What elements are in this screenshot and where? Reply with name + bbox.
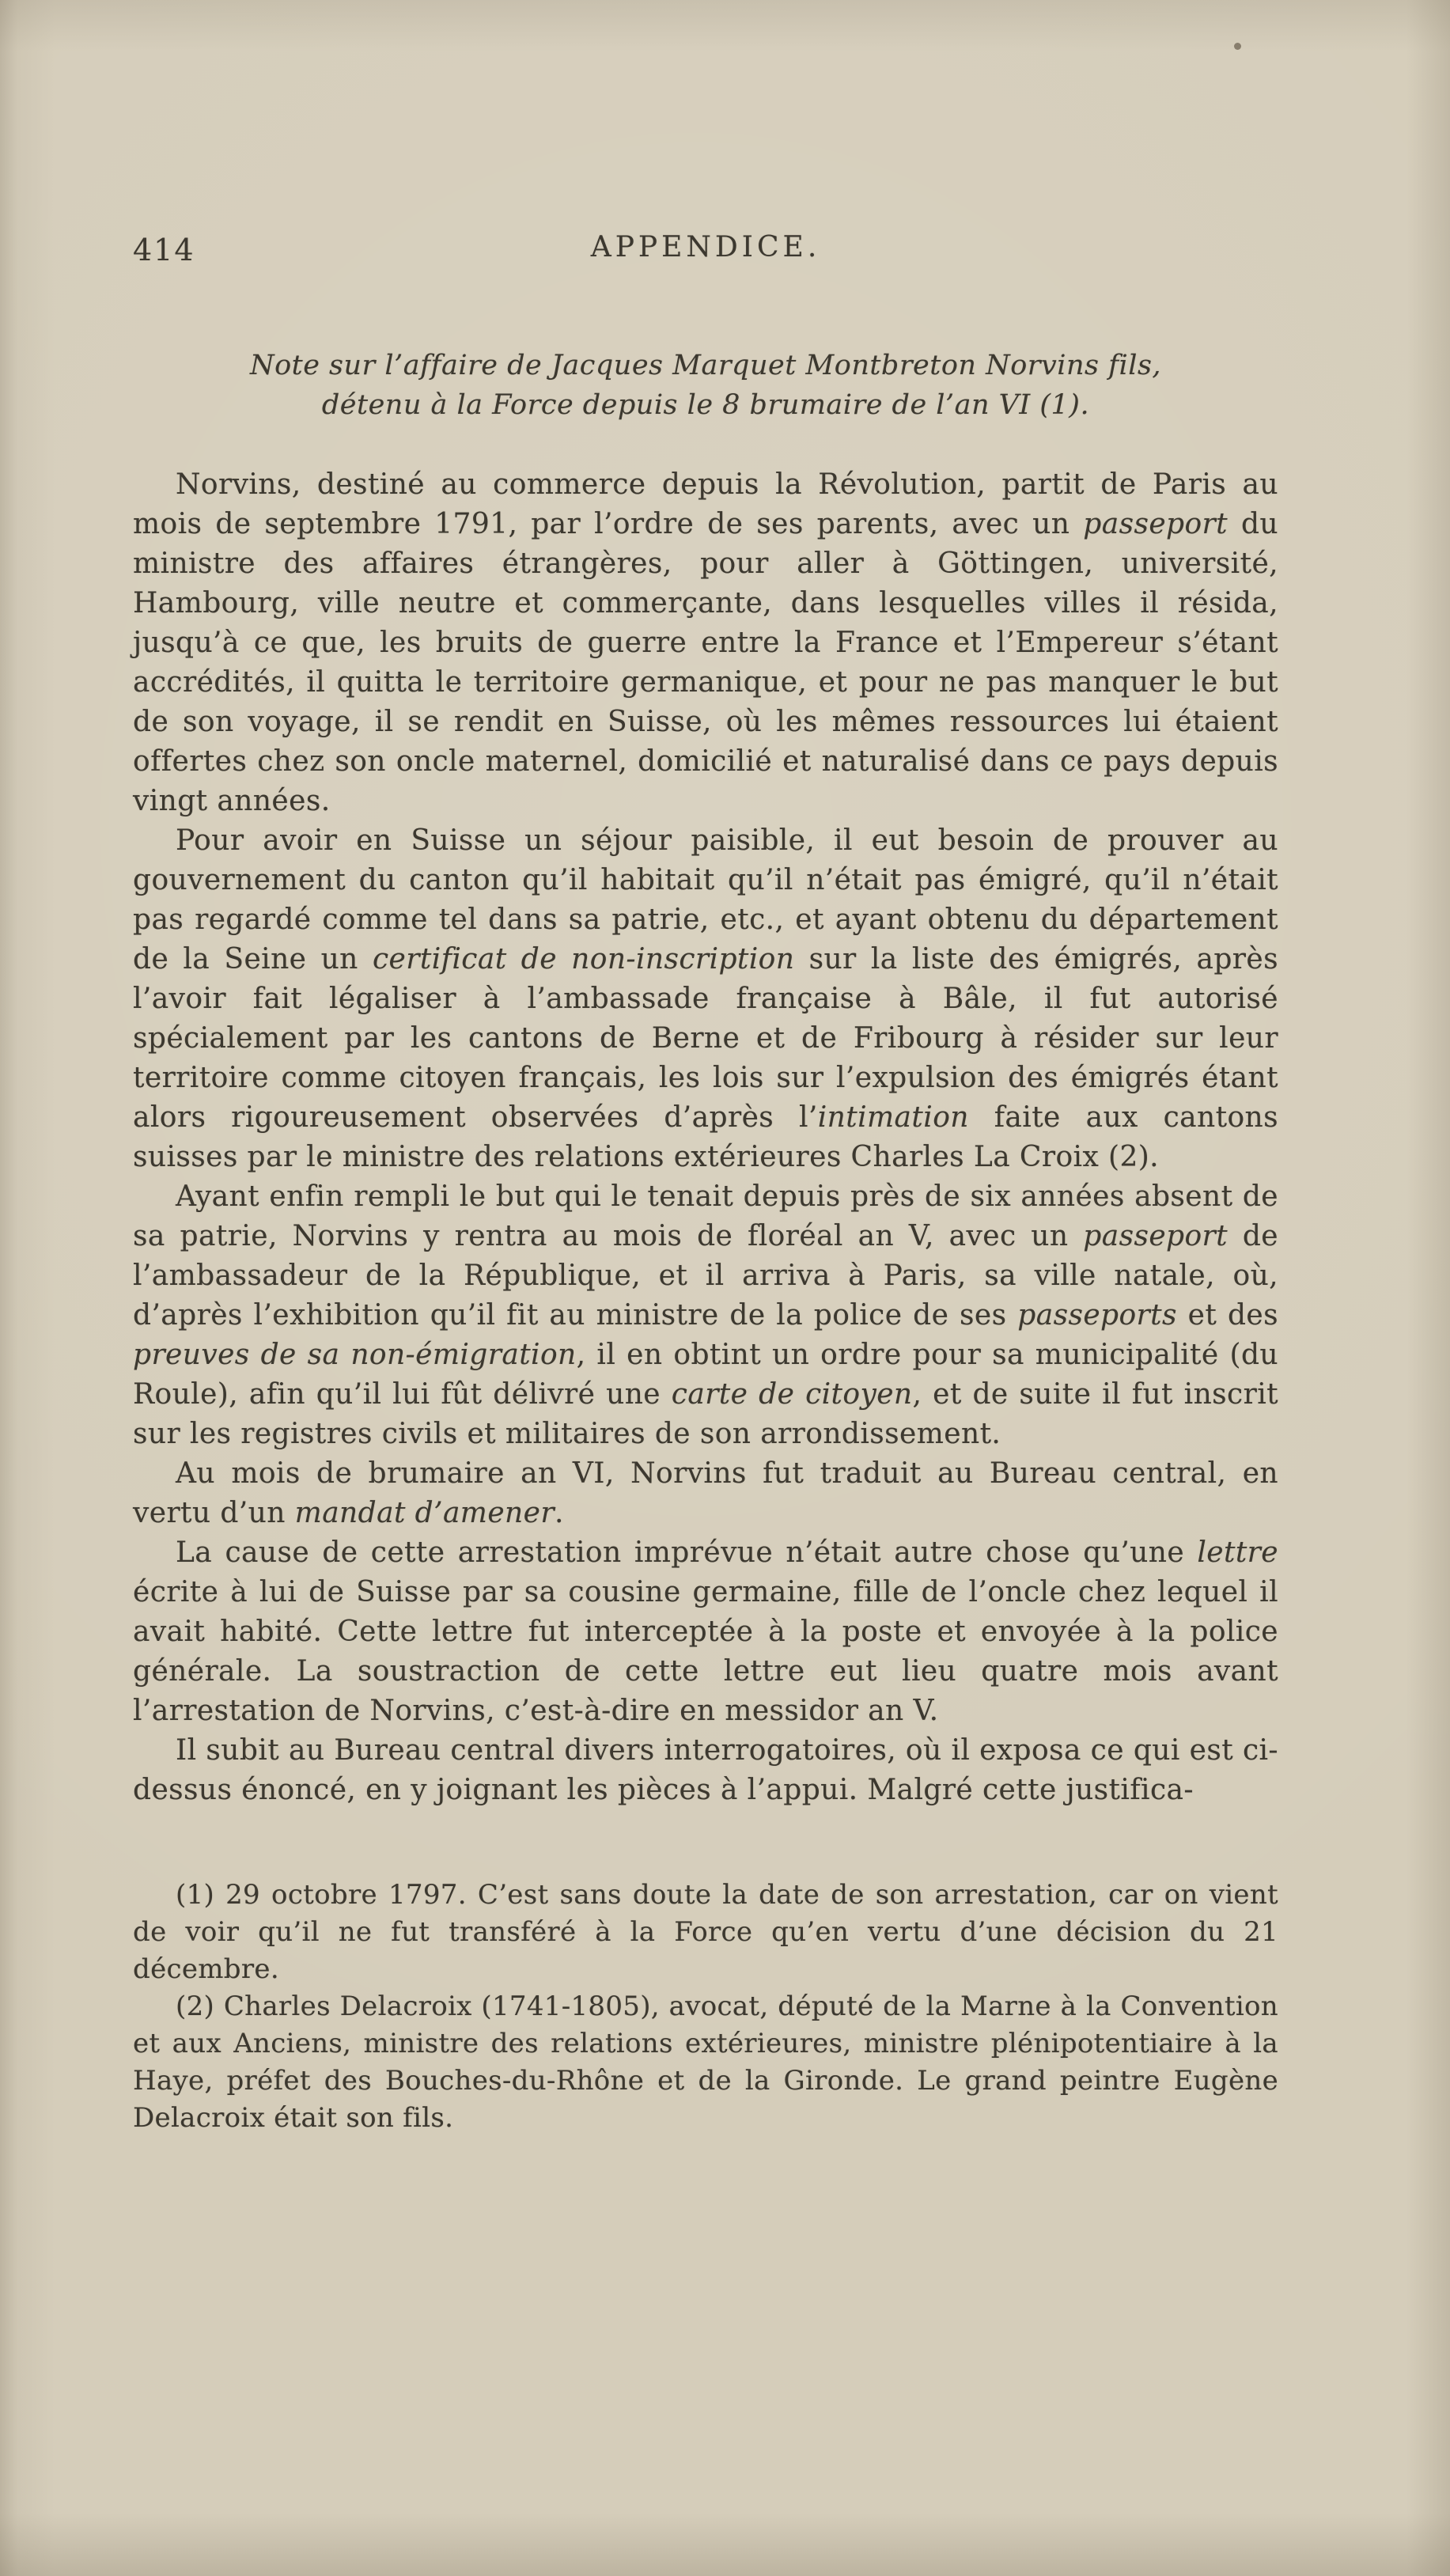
footnote-2: (2) Charles Delacroix (1741-1805), avocat, député de la Marne à la Convention et aux Anciens, ministre des relations extérieures, ministre plénipotentiaire à la Haye, préfet des Bouches-du-Rhône et de la Gironde. Le grand peintre Eugène Delacroix était son fils.	[133, 1991, 1278, 2134]
page-number: 414	[133, 233, 195, 267]
running-header-title: APPENDICE.	[590, 231, 821, 263]
body-text	[133, 465, 1278, 1810]
paragraph-1: Norvins, destiné au commerce depuis la Révolution, partit de Paris au mois de septembre 1791, par l’ordre de ses parents, avec un passeport du ministre des affaires étrangères, pour aller à Göttingen, université, Hambourg, ville neutre et commerçante, dans lesquelles villes il résida, jusqu’à ce que, les bruits de guerre entre la France et l’Empereur s’étant accrédités, il quitta le territoire germanique, et pour ne pas manquer le but de son voyage, il se rendit en Suisse, où les mêmes ressources lui étaient offertes chez son oncle maternel, domicilié et naturalisé dans ce pays depuis vingt années.	[133, 468, 1279, 817]
note-title-line1: Note sur l’affaire de Jacques Marquet Montbreton Norvins fils,	[249, 350, 1162, 381]
paragraph-5: La cause de cette arrestation imprévue n’était autre chose qu’une lettre écrite à lui de Suisse par sa cousine germaine, fille de l’oncle chez lequel il avait habité. Cette lettre fut interceptée à la poste et envoyée à la police générale. La soustraction de cette lettre eut lieu quatre mois avant l’arrestation de Norvins, c’est-à-dire en messidor an V.	[133, 1536, 1278, 1727]
paragraph-3: Ayant enfin rempli le but qui le tenait depuis près de six années absent de sa patrie, Norvins y rentra au mois de floréal an V, avec un passeport de l’ambassadeur de la République, et il arriva à Paris, sa ville natale, où, d’après l’exhibition qu’il fit au ministre de la police de ses passeports et des preuves de sa non-émigration, il en obtint un ordre pour sa municipalité (du Roule), afin qu’il lui fût délivré une carte de citoyen, et de suite il fut inscrit sur les registres civils et militaires de son arrondissement.	[133, 1180, 1278, 1450]
footnotes	[133, 1877, 1278, 2137]
running-header	[133, 231, 1278, 272]
footnote-1: (1) 29 octobre 1797. C’est sans doute la date de son arrestation, car on vient de voir qu’il ne fut transféré à la Force qu’en vertu d’une décision du 21 décembre.	[133, 1879, 1278, 1985]
paragraph-2: Pour avoir en Suisse un séjour paisible, il eut besoin de prouver au gouvernement du canton qu’il habitait qu’il n’était pas émigré, qu’il n’était pas regardé comme tel dans sa patrie, etc., et ayant obtenu du département de la Seine un certificat de non-inscription sur la liste des émigrés, après l’avoir fait légaliser à l’ambassade française à Bâle, il fut autorisé spécialement par les cantons de Berne et de Fribourg à résider sur leur territoire comme citoyen français, les lois sur l’expulsion des émigrés étant alors rigoureusement observées d’après l’intimation faite aux cantons suisses par le ministre des relations extérieures Charles La Croix (2).	[133, 824, 1278, 1173]
note-title-line2: détenu à la Force depuis le 8 brumaire de l’an VI (1).	[321, 389, 1090, 421]
paper-speck	[1234, 43, 1241, 50]
paragraph-4: Au mois de brumaire an VI, Norvins fut traduit au Bureau central, en vertu d’un mandat d’amener.	[133, 1457, 1278, 1529]
paragraph-6: Il subit au Bureau central divers interrogatoires, où il exposa ce qui est ci-dessus énoncé, en y joignant les pièces à l’appui. Malgré cette justifica-	[133, 1734, 1278, 1806]
note-title	[133, 346, 1278, 425]
